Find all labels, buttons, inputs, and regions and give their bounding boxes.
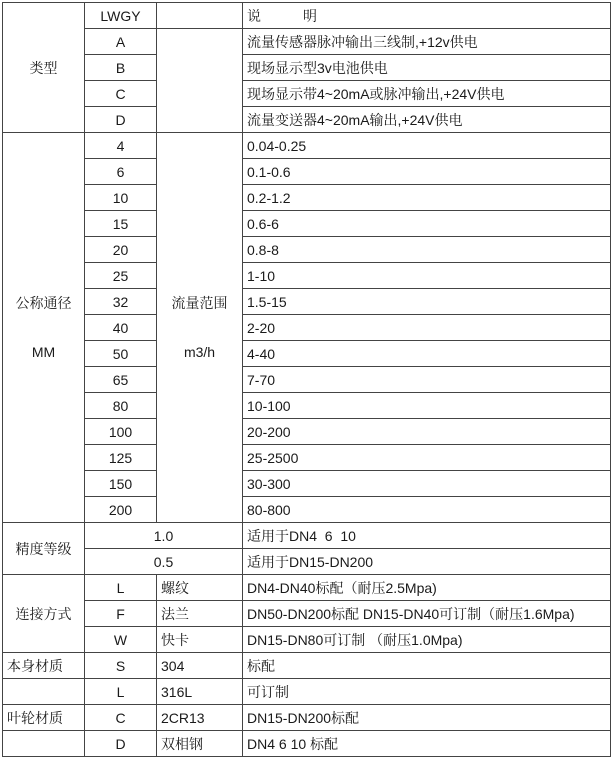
connection-name-cell: 螺纹: [157, 575, 243, 601]
type-code-cell: C: [85, 81, 157, 107]
range-cell: 0.1-0.6: [243, 159, 611, 185]
table-row: [3, 55, 611, 81]
dn-cell: 80: [85, 393, 157, 419]
type-code-cell: D: [85, 107, 157, 133]
type-desc-cell: 流量传感器脉冲输出三线制,+12v供电: [243, 29, 611, 55]
table-row: [3, 601, 611, 627]
material-code-cell: D: [85, 731, 157, 757]
table-row: [3, 445, 611, 471]
range-cell: 30-300: [243, 471, 611, 497]
dn-cell: 15: [85, 211, 157, 237]
description-header-cell: 说 明: [243, 3, 611, 29]
range-cell: 20-200: [243, 419, 611, 445]
type-code-cell: A: [85, 29, 157, 55]
table-row: [3, 497, 611, 523]
table-row: [3, 289, 611, 315]
dn-cell: 25: [85, 263, 157, 289]
dn-cell: 150: [85, 471, 157, 497]
dn-cell: 50: [85, 341, 157, 367]
dn-cell: 32: [85, 289, 157, 315]
diameter-label-line2: MM: [31, 343, 56, 360]
table-row: [3, 29, 611, 55]
dn-cell: 6: [85, 159, 157, 185]
table-row: [3, 523, 611, 549]
material-code-cell: C: [85, 705, 157, 731]
table-row: [3, 159, 611, 185]
type-desc-cell: 现场显示型3v电池供电: [243, 55, 611, 81]
material-code-cell: L: [85, 679, 157, 705]
material-name-cell: 316L: [157, 679, 243, 705]
dn-cell: 20: [85, 237, 157, 263]
diameter-label-line1: 公称通径: [15, 294, 72, 311]
material-code-cell: S: [85, 653, 157, 679]
type-desc-cell: 流量变送器4~20mA输出,+24V供电: [243, 107, 611, 133]
table-row: [3, 393, 611, 419]
range-cell: 0.2-1.2: [243, 185, 611, 211]
connection-desc-cell: DN4-DN40标配（耐压2.5Mpa): [243, 575, 611, 601]
range-cell: 0.04-0.25: [243, 133, 611, 159]
flow-range-label: [157, 133, 243, 523]
connection-name-cell: 快卡: [157, 627, 243, 653]
table-row: [3, 679, 611, 705]
range-cell: 4-40: [243, 341, 611, 367]
table-row: [3, 315, 611, 341]
dn-cell: 65: [85, 367, 157, 393]
table-row: [3, 471, 611, 497]
impeller-material-section-label: 叶轮材质: [3, 705, 85, 731]
empty-cell: [3, 731, 85, 757]
dn-cell: 40: [85, 315, 157, 341]
type-section-label: 类型: [3, 3, 85, 133]
table-row: [3, 627, 611, 653]
range-cell: 80-800: [243, 497, 611, 523]
type-desc-cell: 现场显示带4~20mA或脉冲输出,+24V供电: [243, 81, 611, 107]
accuracy-desc-cell: 适用于DN4 6 10: [243, 523, 611, 549]
accuracy-desc-cell: 适用于DN15-DN200: [243, 549, 611, 575]
empty-cell: [3, 679, 85, 705]
connection-code-cell: L: [85, 575, 157, 601]
flow-range-label-line2: m3/h: [183, 343, 216, 360]
table-row: [3, 575, 611, 601]
table-row: [3, 705, 611, 731]
range-cell: 10-100: [243, 393, 611, 419]
connection-code-cell: W: [85, 627, 157, 653]
model-code-header-cell: LWGY: [85, 3, 157, 29]
dn-cell: 200: [85, 497, 157, 523]
table-row: [3, 211, 611, 237]
table-row: [3, 237, 611, 263]
table-row: [3, 731, 611, 757]
accuracy-section-label: 精度等级: [3, 523, 85, 575]
table-row: [3, 133, 611, 159]
range-cell: 7-70: [243, 367, 611, 393]
connection-code-cell: F: [85, 601, 157, 627]
flow-range-label-line1: 流量范围: [171, 294, 228, 311]
table-row: [3, 653, 611, 679]
table-row: [3, 81, 611, 107]
table-row: [3, 3, 611, 29]
table-row: [3, 263, 611, 289]
range-cell: 1.5-15: [243, 289, 611, 315]
dn-cell: 4: [85, 133, 157, 159]
connection-desc-cell: DN50-DN200标配 DN15-DN40可订制（耐压1.6Mpa): [243, 601, 611, 627]
range-cell: 2-20: [243, 315, 611, 341]
accuracy-grade-cell: 0.5: [85, 549, 243, 575]
table-row: [3, 549, 611, 575]
range-cell: 25-2500: [243, 445, 611, 471]
diameter-section-label: [3, 133, 85, 523]
material-name-cell: 304: [157, 653, 243, 679]
material-desc-cell: DN4 6 10 标配: [243, 731, 611, 757]
material-desc-cell: 标配: [243, 653, 611, 679]
table-row: [3, 185, 611, 211]
table-row: [3, 367, 611, 393]
flow-meter-spec-table: [2, 2, 611, 757]
table-row: [3, 419, 611, 445]
connection-section-label: 连接方式: [3, 575, 85, 653]
material-name-cell: 双相钢: [157, 731, 243, 757]
dn-cell: 10: [85, 185, 157, 211]
body-material-section-label: 本身材质: [3, 653, 85, 679]
range-cell: 0.8-8: [243, 237, 611, 263]
table-row: [3, 107, 611, 133]
material-desc-cell: DN15-DN200标配: [243, 705, 611, 731]
range-cell: 0.6-6: [243, 211, 611, 237]
empty-cell: [157, 29, 243, 133]
type-code-cell: B: [85, 55, 157, 81]
connection-name-cell: 法兰: [157, 601, 243, 627]
dn-cell: 100: [85, 419, 157, 445]
range-cell: 1-10: [243, 263, 611, 289]
empty-cell: [157, 3, 243, 29]
material-name-cell: 2CR13: [157, 705, 243, 731]
table-row: [3, 341, 611, 367]
dn-cell: 125: [85, 445, 157, 471]
connection-desc-cell: DN15-DN80可订制 （耐压1.0Mpa): [243, 627, 611, 653]
material-desc-cell: 可订制: [243, 679, 611, 705]
accuracy-grade-cell: 1.0: [85, 523, 243, 549]
